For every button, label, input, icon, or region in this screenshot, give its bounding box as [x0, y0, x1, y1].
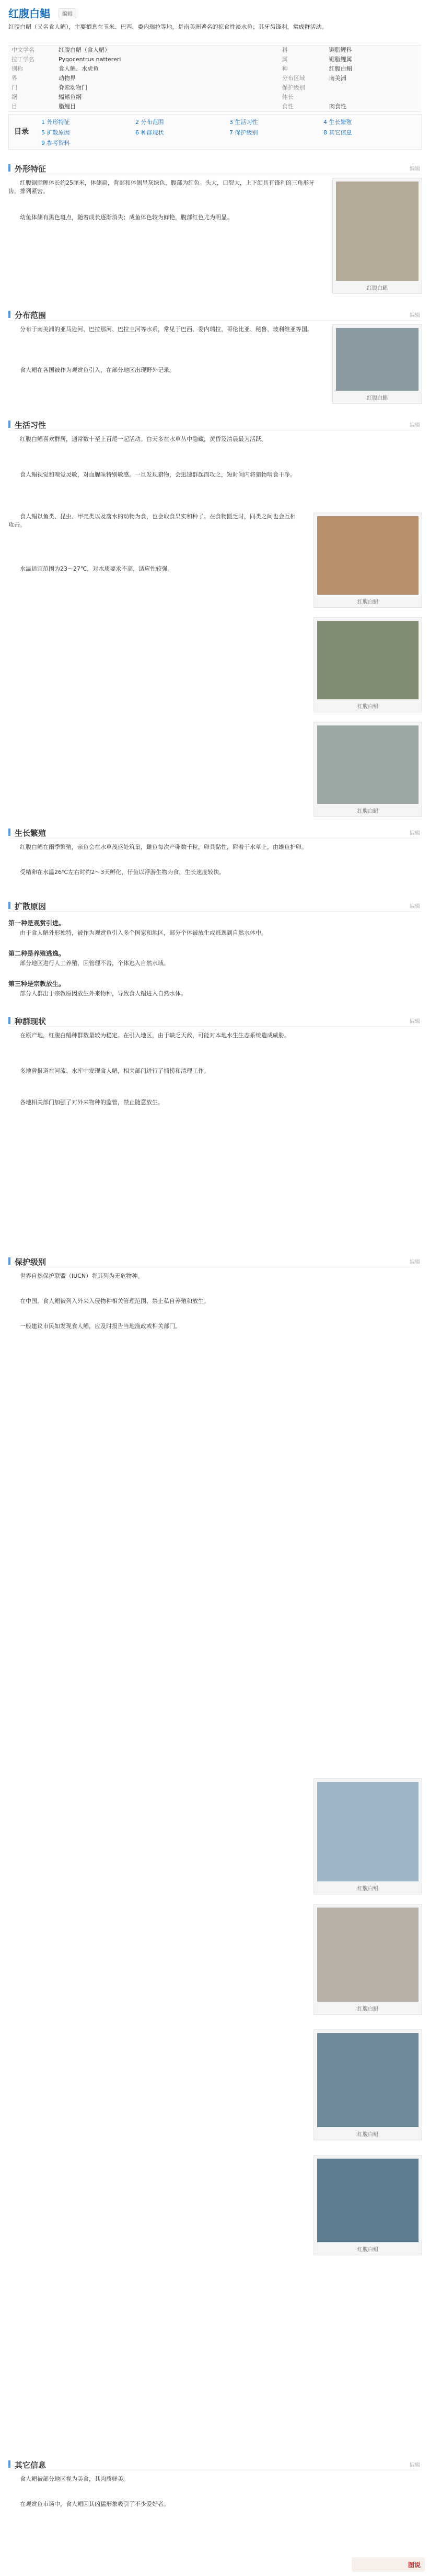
- section-edit-link[interactable]: 编辑: [410, 423, 420, 428]
- section-bar: [8, 829, 10, 836]
- paragraph: 幼鱼体侧有黑色斑点，随着成长逐渐消失；成鱼体色较为鲜艳，腹部红色尤为明显。: [20, 214, 233, 221]
- infobox-key: 科: [282, 47, 288, 53]
- section-title: 生活习性: [15, 421, 47, 430]
- figure-image: [317, 2159, 419, 2242]
- section-title: 种群现状: [15, 1017, 47, 1026]
- paragraph: 部分人群出于宗教原因放生外来物种，导致食人鲳进入自然水体。: [20, 990, 187, 997]
- infobox-value: [326, 93, 421, 102]
- section-edit-link[interactable]: 编辑: [410, 166, 420, 172]
- infobox-key: 目: [11, 103, 17, 110]
- paragraph: 食人鲳视觉和嗅觉灵敏，对血腥味特别敏感。一旦发现猎物，会迅速群起而攻之，短时间内将猎物啃食干净。: [20, 471, 296, 478]
- infobox-value: 脂鲤目: [59, 103, 76, 110]
- subheading: 第一种是观赏引进。: [8, 920, 65, 927]
- infobox-key: 别称: [11, 65, 23, 72]
- paragraph: 一般建议市民如发现食人鲳，应及时报告当地渔政或相关部门。: [20, 1323, 181, 1330]
- paragraph: 世界自然保护联盟（IUCN）将其列为无危物种。: [20, 1273, 144, 1279]
- paragraph: 食人鲳以鱼类、昆虫、甲壳类以及落水的动物为食，也会取食果实和种子。在食物匮乏时，同类之间也会互相攻击。: [8, 513, 296, 528]
- section-title: 其它信息: [15, 2460, 47, 2470]
- toc-item-6[interactable]: [135, 128, 229, 137]
- toc-heading: 目录: [14, 128, 29, 136]
- toc-link[interactable]: 1 外形特征: [41, 119, 70, 126]
- infobox-key: 保护级别: [282, 84, 305, 91]
- infobox-value: 肉食性: [329, 103, 346, 110]
- infobox-value: [326, 83, 421, 93]
- infobox-value: 红腹白鲳（食人鲳）: [59, 47, 110, 53]
- section-edit-link[interactable]: 编辑: [410, 1259, 420, 1265]
- infobox-key: 属: [282, 56, 288, 63]
- section-bar: [8, 164, 10, 172]
- figure: [313, 1778, 422, 1894]
- figure-caption: 红腹白鲳: [367, 395, 388, 401]
- section-heading: [8, 2458, 421, 2470]
- infobox-key: 门: [11, 84, 17, 91]
- toc-grid: [41, 118, 417, 147]
- section-heading: [8, 1015, 421, 1027]
- infobox-value: 辐鳍鱼纲: [59, 94, 82, 100]
- infobox-value: 锯脂鲤科: [329, 47, 352, 53]
- toc-item-8[interactable]: [323, 128, 417, 137]
- paragraph: 部分地区进行人工养殖，因管理不善，个体逃入自然水域。: [20, 960, 169, 967]
- toc-item-9[interactable]: [41, 139, 135, 147]
- section-title: 生长繁殖: [15, 829, 47, 838]
- toc-link[interactable]: 2 分布范围: [135, 119, 164, 126]
- section-title: 分布范围: [15, 311, 47, 320]
- section-bar: [8, 1257, 10, 1265]
- figure-caption: 红腹白鲳: [367, 286, 388, 291]
- subheading: 第二种是养殖逃逸。: [8, 950, 65, 957]
- paragraph: 由于食人鲳外形独特，被作为观赏鱼引入多个国家和地区，部分个体被放生或逃逸到自然水体中。: [20, 929, 267, 936]
- infobox-key: 种: [282, 65, 288, 72]
- section-heading: [8, 418, 421, 430]
- figure-image: [317, 1782, 419, 1881]
- section-edit-link[interactable]: 编辑: [410, 831, 420, 836]
- infobox-value: 红腹白鲳: [329, 65, 352, 72]
- toc-link[interactable]: 8 其它信息: [323, 129, 352, 136]
- paragraph: 水温适宜范围为23～27℃，对水质要求不高，适应性较强。: [20, 565, 173, 572]
- paragraph: 在中国，食人鲳被列入外来入侵物种相关管理范围，禁止私自养殖和放生。: [20, 1298, 210, 1304]
- section-edit-link[interactable]: 编辑: [410, 2462, 420, 2468]
- section-bar: [8, 421, 10, 428]
- figure-caption: 红腹白鲳: [357, 599, 378, 605]
- watermark-text: 图说: [408, 2561, 421, 2569]
- infobox: [8, 45, 421, 112]
- paragraph: 红腹白鲳在雨季繁殖，亲鱼会在水草茂盛处筑巢，雌鱼每次产卵数千粒，卵具黏性，附着于水草上，由雄鱼护卵。: [20, 844, 307, 850]
- section-heading: [8, 826, 421, 838]
- infobox-key: 分布区域: [282, 75, 305, 82]
- toc-item-7[interactable]: [229, 128, 323, 137]
- section-bar: [8, 902, 10, 909]
- figure-image: [317, 1908, 419, 2002]
- figure-caption: 红腹白鲳: [357, 2247, 378, 2253]
- infobox-key: 纲: [11, 94, 17, 100]
- infobox-value: 锯脂鲤属: [329, 56, 352, 63]
- infobox-value: 动物界: [59, 75, 76, 82]
- figure: [313, 722, 422, 817]
- section-title: 扩散原因: [15, 902, 47, 911]
- figure-caption: 红腹白鲳: [357, 2006, 378, 2012]
- figure-caption: 红腹白鲳: [357, 809, 378, 814]
- section-title: 外形特征: [15, 164, 47, 174]
- figure: [313, 2155, 422, 2255]
- figure: [313, 617, 422, 712]
- toc-link[interactable]: 6 种群现状: [135, 129, 164, 136]
- section-heading: [8, 900, 421, 912]
- paragraph: 红腹锯脂鲤体长约25厘米，体侧扁，背部和体侧呈灰绿色，腹部为红色。头大，口裂大，上下颌具有锋利的三角形牙齿，排列紧密。: [8, 179, 315, 195]
- paragraph: 在原产地，红腹白鲳种群数量较为稳定。在引入地区，由于缺乏天敌，可能对本地水生生态系统造成威胁。: [20, 1032, 290, 1039]
- section-heading: [8, 162, 421, 174]
- figure-image: [336, 328, 419, 391]
- section-edit-link[interactable]: 编辑: [410, 313, 420, 319]
- infobox-key: 食性: [282, 103, 294, 110]
- infobox-key: 拉丁学名: [11, 56, 34, 63]
- figure-caption: 红腹白鲳: [357, 2132, 378, 2138]
- figure-image: [336, 181, 419, 281]
- paragraph: 在观赏鱼市场中，食人鲳因其凶猛形象吸引了不少爱好者。: [20, 2501, 169, 2507]
- paragraph: 食人鲳被部分地区视为美食，其肉质鲜美。: [20, 2476, 129, 2482]
- toc-item-3[interactable]: [229, 118, 323, 126]
- lead-paragraph: 红腹白鲳（又名食人鲳），主要栖息在玉米、巴西、委内瑞拉等地，是南美洲著名的掠食性淡水鱼；其牙齿锋利，常成群活动。: [8, 24, 328, 30]
- paragraph: 多地曾报道在河流、水库中发现食人鲳，相关部门进行了捕捞和清理工作。: [20, 1068, 210, 1074]
- section-bar: [8, 311, 10, 318]
- toc-item-5[interactable]: [41, 128, 135, 137]
- section-heading: [8, 309, 421, 321]
- toc-item-1[interactable]: [41, 118, 135, 126]
- toc-link[interactable]: 9 参考资料: [41, 140, 70, 146]
- section-edit-link[interactable]: 编辑: [410, 1019, 420, 1025]
- section-heading: [8, 1255, 421, 1267]
- section-edit-link[interactable]: 编辑: [410, 904, 420, 910]
- paragraph: 受精卵在水温26℃左右时约2～3天孵化，仔鱼以浮游生物为食，生长速度较快。: [20, 869, 225, 876]
- watermark: [352, 2557, 425, 2572]
- infobox-value: 南美洲: [329, 75, 346, 82]
- figure: [313, 1904, 422, 2015]
- infobox-value: 脊索动物门: [59, 84, 87, 91]
- toc-link[interactable]: 3 生活习性: [229, 119, 258, 126]
- figure-image: [317, 516, 419, 595]
- figure: [332, 324, 422, 404]
- figure-caption: 红腹白鲳: [357, 704, 378, 710]
- section-bar: [8, 1017, 10, 1024]
- infobox-key: 界: [11, 75, 17, 82]
- paragraph: 分布于南美洲的亚马逊河、巴拉那河、巴拉圭河等水系，常见于巴西、委内瑞拉、哥伦比亚、秘鲁、玻利维亚等国。: [20, 326, 313, 333]
- infobox-value: Pygocentrus nattereri: [59, 56, 121, 63]
- figure-image: [317, 2033, 419, 2127]
- subheading: 第三种是宗教放生。: [8, 980, 65, 988]
- paragraph: 食人鲳在各国被作为观赏鱼引入，在部分地区出现野外记录。: [20, 367, 175, 373]
- infobox-key: 体长: [282, 94, 294, 100]
- figure-image: [317, 621, 419, 699]
- figure: [313, 513, 422, 608]
- toc-item-2[interactable]: [135, 118, 229, 126]
- infobox-key: 中文学名: [11, 47, 34, 53]
- section-title: 保护级别: [15, 1257, 47, 1267]
- section-bar: [8, 2460, 10, 2468]
- figure: [332, 178, 422, 294]
- figure: [313, 2029, 422, 2140]
- table-of-contents: [8, 114, 422, 150]
- toc-item-4[interactable]: [323, 118, 417, 126]
- paragraph: 红腹白鲳喜欢群居，通常数十至上百尾一起活动。白天多在水草丛中隐藏，黄昏及清晨最为活跃。: [20, 436, 267, 442]
- figure-image: [317, 725, 419, 804]
- toc-link[interactable]: 4 生长繁殖: [323, 119, 352, 126]
- edit-button[interactable]: 编辑: [59, 8, 76, 18]
- toc-link[interactable]: 7 保护级别: [229, 129, 258, 136]
- toc-link[interactable]: 5 扩散原因: [41, 129, 70, 136]
- figure-caption: 红腹白鲳: [357, 1886, 378, 1892]
- infobox-value: 食人鲳、水虎鱼: [59, 65, 99, 72]
- page-title: 红腹白鲳: [8, 7, 50, 20]
- paragraph: 各地相关部门加强了对外来物种的监管，禁止随意放生。: [20, 1099, 164, 1106]
- infobox-table: [8, 46, 421, 111]
